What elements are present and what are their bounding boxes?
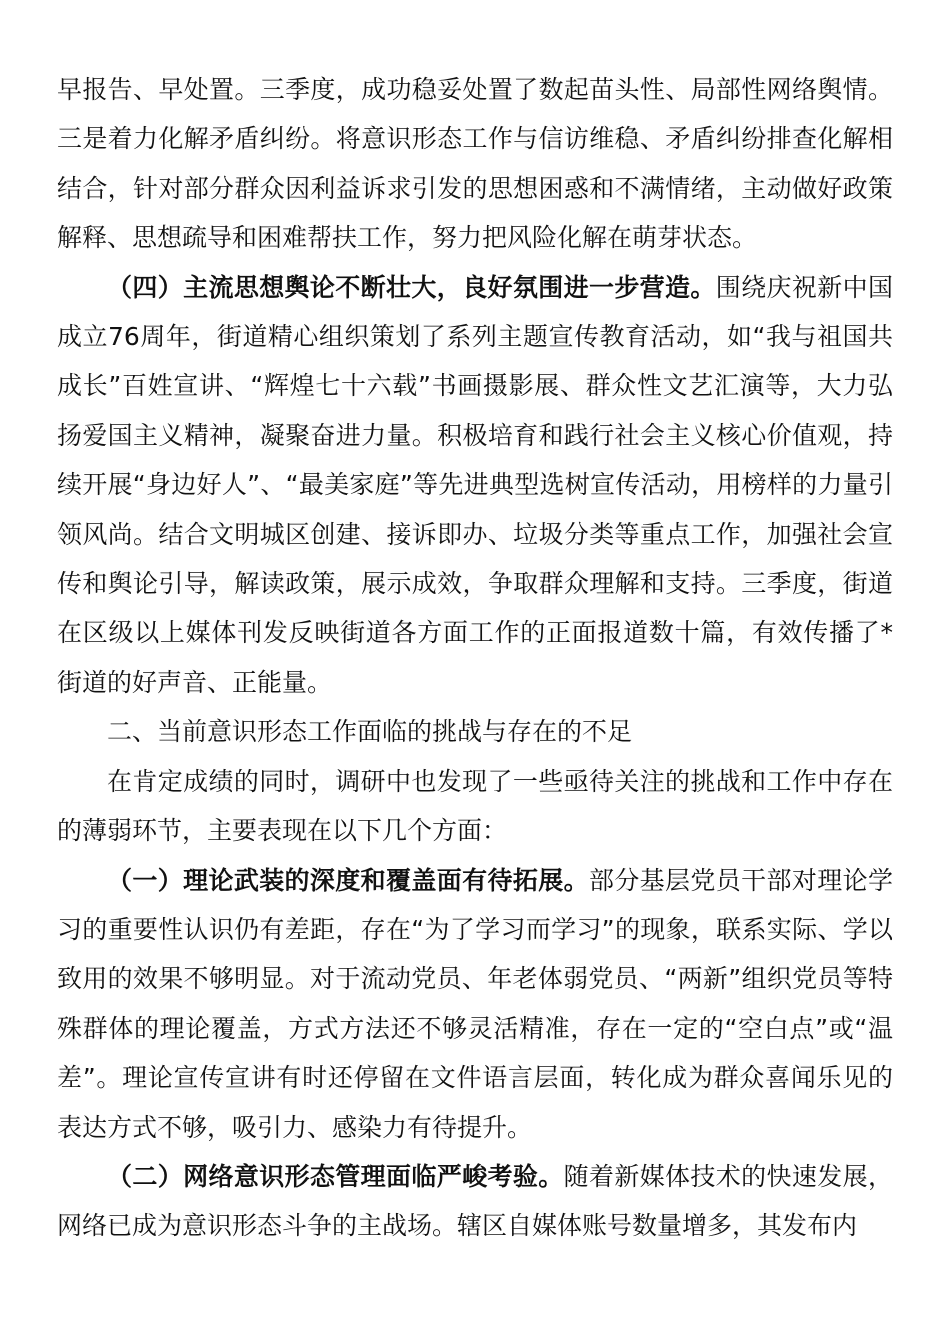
paragraph-text: 围绕庆祝新中国成立76周年，街道精心组织策划了系列主题宣传教育活动，如“我与祖国共成长”百姓宣讲、“辉煌七十六载”书画摄影展、群众性文艺汇演等，大力弘扬爱国主义精神，凝聚奋进力量。积极培育和践行社会主义核心价值观，持续开展“身边好人”、“最美家庭”等先进典型选树宣传活动，用榜样的力量引领风尚。结合文明城区创建、接诉即办、垃圾分类等重点工作，加强社会宣传和舆论引导，解读政策，展示成效，争取群众理解和支持。三季度，街道在区级以上媒体刊发反映街道各方面工作的正面报道数十篇，有效传播了*街道的好声音、正能量。 — [57, 272, 893, 697]
paragraph-text: 部分基层党员干部对理论学习的重要性认识仍有差距，存在“为了学习而学习”的现象，联系实际、学以致用的效果不够明显。对于流动党员、年老体弱党员、“两新”组织党员等特殊群体的理论覆盖，方式方法还不够灵活精准，存在一定的“空白点”或“温差”。理论宣传宣讲有时还停留在文件语言层面，转化成为群众喜闻乐见的表达方式不够，吸引力、感染力有待提升。 — [57, 865, 893, 1142]
paragraph-intro — [57, 757, 893, 856]
chapter-heading-text: 二、当前意识形态工作面临的挑战与存在的不足 — [107, 717, 633, 747]
paragraph-section-1 — [57, 856, 893, 1152]
section-heading: （二）网络意识形态管理面临严峻考验。 — [107, 1161, 564, 1191]
paragraph-text: 在肯定成绩的同时，调研中也发现了一些亟待关注的挑战和工作中存在的薄弱环节，主要表现在以下几个方面： — [57, 766, 893, 846]
paragraph-text: 随着新媒体技术的快速发展，网络已成为意识形态斗争的主战场。辖区自媒体账号数量增多，其发布内 — [57, 1161, 893, 1241]
document-page — [57, 65, 893, 1251]
section-heading: （一）理论武装的深度和覆盖面有待拓展。 — [107, 865, 589, 895]
section-heading: （四）主流思想舆论不断壮大，良好氛围进一步营造。 — [107, 272, 716, 302]
chapter-heading — [57, 707, 893, 756]
paragraph-text: 早报告、早处置。三季度，成功稳妥处置了数起苗头性、局部性网络舆情。三是着力化解矛盾纠纷。将意识形态工作与信访维稳、矛盾纠纷排查化解相结合，针对部分群众因利益诉求引发的思想困惑和不满情绪，主动做好政策解释、思想疏导和困难帮扶工作，努力把风险化解在萌芽状态。 — [57, 75, 893, 253]
paragraph-section-2 — [57, 1152, 893, 1251]
paragraph-continuation — [57, 65, 893, 263]
paragraph-section-4 — [57, 263, 893, 708]
